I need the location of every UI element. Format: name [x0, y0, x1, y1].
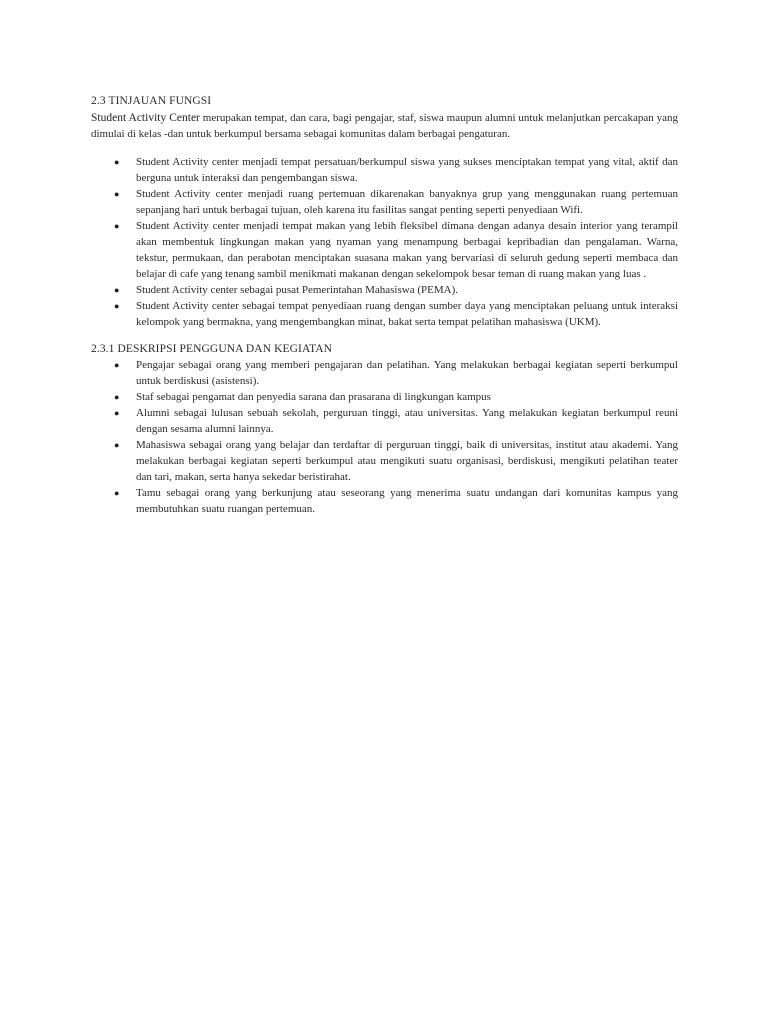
- list-item: [91, 186, 678, 218]
- list-item: [91, 437, 678, 485]
- list-item: [91, 389, 678, 405]
- list-item: [91, 405, 678, 437]
- list-item: [91, 218, 678, 282]
- list-item: [91, 357, 678, 389]
- list-item-text: Student Activity center menjadi tempat persatuan/berkumpul siswa yang sukses menciptakan tempat yang vital, aktif dan berguna untuk interaksi dan pengembangan siswa.: [136, 156, 678, 184]
- intro-paragraph: [91, 110, 678, 142]
- list-item-text: Tamu sebagai orang yang berkunjung atau seseorang yang menerima suatu undangan dari komunitas kampus yang membutuhkan suatu ruangan pertemuan.: [136, 487, 678, 515]
- function-list: [91, 154, 678, 330]
- list-item-text: Student Activity center sebagai pusat Pemerintahan Mahasiswa (PEMA).: [136, 284, 458, 296]
- bullet-icon: ●: [114, 285, 120, 295]
- bullet-icon: ●: [114, 301, 120, 311]
- section-heading-deskripsi-pengguna: 2.3.1 DESKRIPSI PENGGUNA DAN KEGIATAN: [91, 343, 333, 355]
- list-item: [91, 485, 678, 517]
- section-heading-tinjauan-fungsi: 2.3 TINJAUAN FUNGSI: [91, 95, 212, 107]
- document-page: [91, 93, 678, 517]
- bullet-icon: ●: [114, 488, 120, 498]
- list-item-text: Pengajar sebagai orang yang memberi pengajaran dan pelatihan. Yang melakukan berbagai kegiatan seperti berkumpul untuk berdiskusi (asistensi).: [136, 359, 678, 387]
- list-item: [91, 154, 678, 186]
- bullet-icon: ●: [114, 440, 120, 450]
- bullet-icon: ●: [114, 221, 120, 231]
- list-item-text: Student Activity center sebagai tempat penyediaan ruang dengan sumber daya yang menciptakan peluang untuk interaksi kelompok yang bermakna, yang mengembangkan minat, bakat serta tempat pelatihan mahasiswa (UKM).: [136, 300, 678, 328]
- user-description-list: [91, 357, 678, 517]
- intro-text: merupakan tempat, dan cara, bagi pengajar, staf, siswa maupun alumni untuk melanjutkan percakapan yang dimulai di kelas -dan untuk berkumpul bersama sebagai komunitas dalam berbagai pengaturan.: [91, 112, 678, 140]
- intro-lead-term: Student Activity Center: [91, 112, 200, 124]
- list-item-text: Mahasiswa sebagai orang yang belajar dan terdaftar di perguruan tinggi, baik di universitas, institut atau akademi. Yang melakukan berbagai kegiatan seperti berkumpul atau mengikuti suatu organisasi, berdiskusi, mengikuti pelatihan teater dan tari, makan, serta hanya sekedar beristirahat.: [136, 439, 678, 483]
- bullet-icon: ●: [114, 189, 120, 199]
- bullet-icon: ●: [114, 408, 120, 418]
- list-item-text: Student Activity center menjadi ruang pertemuan dikarenakan banyaknya grup yang menggunakan ruang pertemuan sepanjang hari untuk berbagai tujuan, oleh karena itu fasilitas sangat penting seperti penyediaan Wifi.: [136, 188, 678, 216]
- bullet-icon: ●: [114, 360, 120, 370]
- bullet-icon: ●: [114, 392, 120, 402]
- list-item-text: Alumni sebagai lulusan sebuah sekolah, perguruan tinggi, atau universitas. Yang melakukan kegiatan berkumpul reuni dengan sesama alumni lainnya.: [136, 407, 678, 435]
- list-item: [91, 298, 678, 330]
- bullet-icon: ●: [114, 157, 120, 167]
- list-item-text: Student Activity center menjadi tempat makan yang lebih fleksibel dimana dengan adanya desain interior yang terampil akan membentuk lingkungan makan yang nyaman yang menampung berbagai kepribadian dan pengalaman. Warna, tekstur, permukaan, dan perabotan menciptakan suasana makan yang bervariasi di seluruh gedung seperti membaca dan belajar di cafe yang tenang sambil menikmati makanan dengan sekelompok besar teman di ruang makan yang luas .: [136, 220, 678, 280]
- list-item-text: Staf sebagai pengamat dan penyedia sarana dan prasarana di lingkungan kampus: [136, 391, 491, 403]
- list-item: [91, 282, 678, 298]
